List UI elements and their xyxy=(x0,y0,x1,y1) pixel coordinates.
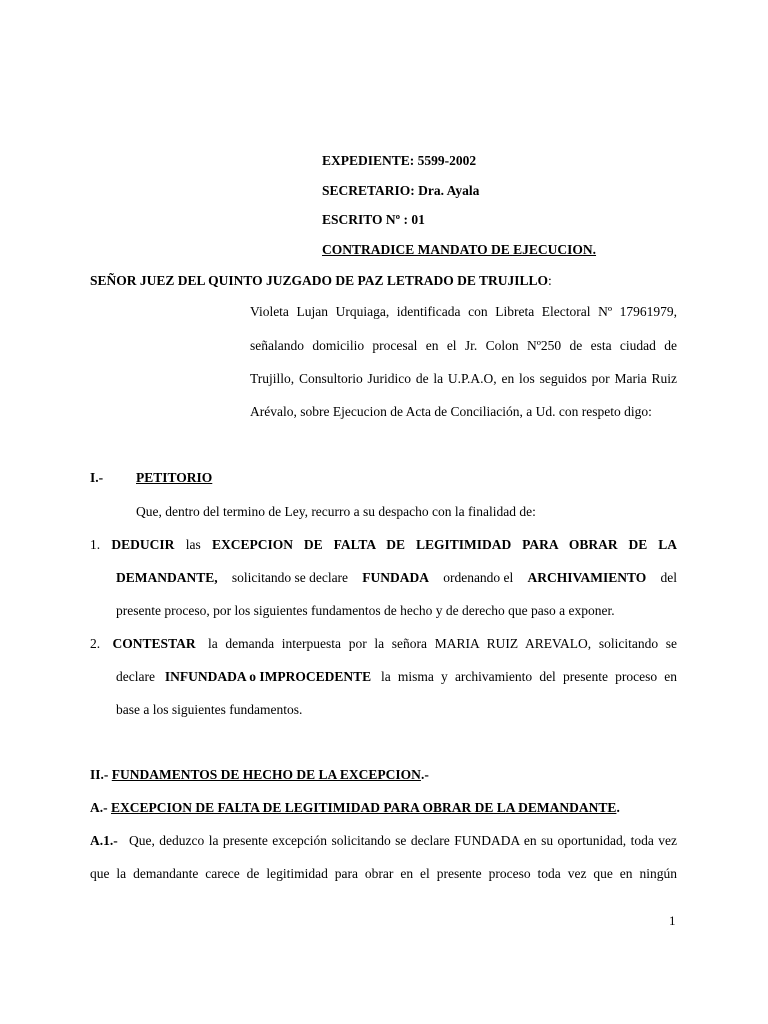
intro-line-2: señalando domicilio procesal en el Jr. Colon Nº250 de esta ciudad de xyxy=(250,338,677,353)
item1-archivamiento: ARCHIVAMIENTO xyxy=(527,570,647,585)
item1-article: las xyxy=(185,537,201,552)
section2-suffix: .- xyxy=(420,767,429,782)
expediente-line: EXPEDIENTE: 5599-2002 xyxy=(322,153,477,168)
sectionA-suffix: . xyxy=(616,800,620,815)
section2-number: II.- xyxy=(90,767,109,782)
item2-declare: declare xyxy=(116,669,155,684)
item2-line-3: base a los siguientes fundamentos. xyxy=(116,702,303,717)
a1-line-1 xyxy=(90,833,677,849)
item2-line-2 xyxy=(116,669,677,685)
addressee-text: SEÑOR JUEZ DEL QUINTO JUZGADO DE PAZ LETRADO DE TRUJILLO xyxy=(90,273,548,288)
intro-line-4: Arévalo, sobre Ejecucion de Acta de Conciliación, a Ud. con respeto digo: xyxy=(250,404,652,419)
page-number: 1 xyxy=(669,913,676,928)
addressee-colon: : xyxy=(547,273,552,288)
item1-line-1 xyxy=(90,537,677,553)
item1-verb: DEDUCIR xyxy=(111,537,175,552)
item2-verb: CONTESTAR xyxy=(112,636,196,651)
item2-number: 2. xyxy=(90,636,101,651)
item1-excepcion: EXCEPCION DE FALTA DE LEGITIMIDAD PARA OBRAR DE LA xyxy=(211,537,677,552)
section2-heading xyxy=(90,767,429,783)
sectionA-heading xyxy=(90,800,620,816)
section1-number: I.- xyxy=(90,470,104,485)
section1-title: PETITORIO xyxy=(136,470,213,485)
a1-text-1: Que, deduzco la presente excepción solicitando se declare FUNDADA en su oportunidad, toda vez xyxy=(129,833,677,848)
item1-fundada: FUNDADA xyxy=(362,570,429,585)
item2-line-1 xyxy=(90,636,677,652)
intro-line-1: Violeta Lujan Urquiaga, identificada con Libreta Electoral Nº 17961979, xyxy=(250,304,677,319)
item2-infundada: INFUNDADA o IMPROCEDENTE xyxy=(164,669,372,684)
section2-title: FUNDAMENTOS DE HECHO DE LA EXCEPCION xyxy=(111,767,421,782)
item2-rest: la demanda interpuesta por la señora MARIA RUIZ AREVALO, solicitando se xyxy=(208,636,677,651)
sectionA-title: EXCEPCION DE FALTA DE LEGITIMIDAD PARA OBRAR DE LA DEMANDANTE xyxy=(111,800,617,815)
item1-del: del xyxy=(660,570,677,585)
a1-line-2: que la demandante carece de legitimidad para obrar en el presente proceso toda vez que en ningún xyxy=(90,866,677,881)
item1-ordenando: ordenando el xyxy=(443,570,514,585)
item1-number: 1. xyxy=(90,537,101,552)
secretario-line: SECRETARIO: Dra. Ayala xyxy=(322,183,480,198)
item1-solicitando: solicitando se declare xyxy=(231,570,349,585)
sectionA-number: A.- xyxy=(90,800,108,815)
item2-misma: la misma y archivamiento del presente proceso en xyxy=(380,669,677,684)
addressee-line xyxy=(90,273,552,289)
intro-line-3: Trujillo, Consultorio Juridico de la U.P.A.O, en los seguidos por Maria Ruiz xyxy=(250,371,677,386)
escrito-line: ESCRITO Nº : 01 xyxy=(322,212,425,227)
asunto-line: CONTRADICE MANDATO DE EJECUCION. xyxy=(322,242,597,257)
item1-line-2 xyxy=(116,570,677,586)
item1-demandante: DEMANDANTE, xyxy=(116,570,218,585)
item1-line-3: presente proceso, por los siguientes fundamentos de hecho y de derecho que paso a exponer. xyxy=(116,603,615,618)
a1-label: A.1.- xyxy=(90,833,118,848)
section1-lead: Que, dentro del termino de Ley, recurro a su despacho con la finalidad de: xyxy=(136,504,536,519)
